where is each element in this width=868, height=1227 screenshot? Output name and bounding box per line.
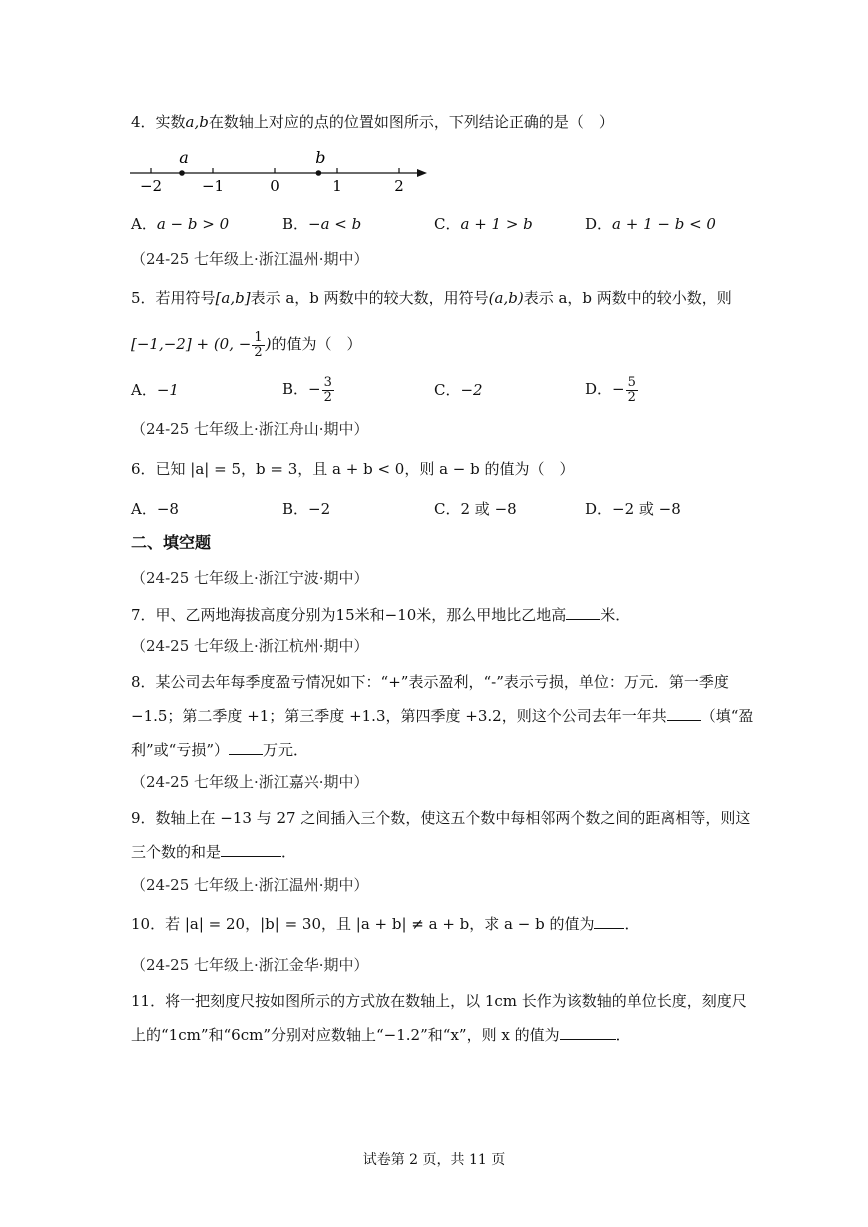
answer-blank[interactable]: [221, 842, 281, 857]
q9-stem-line2: 三个数的和是 ．: [131, 843, 297, 861]
axis-point-a: [179, 170, 185, 176]
q5-option-a[interactable]: A．−1: [131, 381, 179, 399]
axis-point-label: b: [315, 148, 326, 167]
answer-blank[interactable]: [229, 740, 263, 755]
source-q7: （24-25 七年级上·浙江宁波·期中）: [131, 569, 369, 587]
answer-blank[interactable]: [566, 605, 600, 620]
source-q10: （24-25 七年级上·浙江温州·期中）: [131, 876, 369, 894]
axis-tick-label: 1: [332, 177, 342, 195]
q9-stem-line1: 9．数轴上在 −13 与 27 之间插入三个数，使这五个数中每相邻两个数之间的距离相等，则这: [131, 809, 751, 827]
q11-stem-line1: 11．将一把刻度尺按如图所示的方式放在数轴上，以 1cm 长作为该数轴的单位长度，刻度尺: [131, 992, 747, 1010]
answer-blank[interactable]: [560, 1025, 616, 1040]
q8-stem-line1: 8．某公司去年每季度盈亏情况如下：“+”表示盈利，“-”表示亏损，单位：万元．第一季度: [131, 673, 729, 691]
q5-option-c[interactable]: C．−2: [434, 381, 483, 399]
q5-option-b[interactable]: B．− $\frac{3}{2}$: [282, 374, 332, 405]
q8-stem-line2: −1.5；第二季度 +1；第三季度 +1.3，第四季度 +3.2，则这个公司去年一年共 （填“盈: [131, 707, 754, 725]
q5-stem-line2: [−1,−2] + (0, − $\frac{1}{2}$ )的值为（ ）: [131, 329, 362, 360]
source-q6: （24-25 七年级上·浙江舟山·期中）: [131, 420, 369, 438]
axis-tick-label: 0: [270, 177, 280, 195]
answer-blank[interactable]: [594, 914, 624, 929]
axis-point-label: a: [179, 148, 189, 167]
answer-blank[interactable]: [667, 706, 701, 721]
q4-option-c[interactable]: C．a + 1 > b: [434, 215, 533, 233]
q6-option-a[interactable]: A．−8: [131, 500, 179, 518]
axis-tick-label: 2: [394, 177, 404, 195]
source-q5: （24-25 七年级上·浙江温州·期中）: [131, 250, 369, 268]
q4-option-a[interactable]: A．a − b > 0: [131, 215, 230, 233]
page-footer: 试卷第 2 页，共 11 页: [362, 1152, 506, 1168]
q11-stem-line2: 上的“1cm”和“6cm”分别对应数轴上“−1.2”和“x”，则 x 的值为 ．: [131, 1026, 631, 1044]
q6-option-d[interactable]: D．−2 或 −8: [585, 500, 681, 518]
axis-tick-label: −1: [201, 177, 225, 195]
source-q9: （24-25 七年级上·浙江嘉兴·期中）: [131, 773, 369, 791]
axis-tick-label: −2: [139, 177, 163, 195]
q4-stem: 4．实数a,b在数轴上对应的点的位置如图所示，下列结论正确的是（ ）: [131, 113, 614, 131]
q6-stem: 6．已知 |a| = 5，b = 3，且 a + b < 0，则 a − b 的值为（ ）: [131, 460, 575, 478]
axis-point-b: [316, 170, 322, 176]
q4-option-b[interactable]: B．−a < b: [282, 215, 362, 233]
q5-fraction: $\frac{1}{2}$: [254, 329, 263, 360]
q10-stem: 10．若 |a| = 20，|b| = 30，且 |a + b| ≠ a + b，求 a − b 的值为 ．: [131, 915, 640, 933]
q5-option-d[interactable]: D．− $\frac{5}{2}$: [585, 374, 636, 405]
section-heading-fill-in: 二、填空题: [131, 533, 212, 552]
q7-stem: 7．甲、乙两地海拔高度分别为15米和−10米，那么甲地比乙地高 米．: [131, 606, 631, 624]
q6-option-c[interactable]: C．2 或 −8: [434, 500, 517, 518]
q5-stem-line1: 5．若用符号[a,b]表示 a，b 两数中的较大数，用符号(a,b)表示 a，b 两数中的较小数，则: [131, 289, 732, 307]
q4-option-d[interactable]: D．a + 1 − b < 0: [585, 215, 716, 233]
q8-stem-line3: 利”或“亏损”） 万元．: [131, 741, 309, 759]
q4-number-line: [125, 148, 435, 196]
source-q11: （24-25 七年级上·浙江金华·期中）: [131, 956, 369, 974]
q6-option-b[interactable]: B．−2: [282, 500, 331, 518]
source-q8: （24-25 七年级上·浙江杭州·期中）: [131, 637, 369, 655]
